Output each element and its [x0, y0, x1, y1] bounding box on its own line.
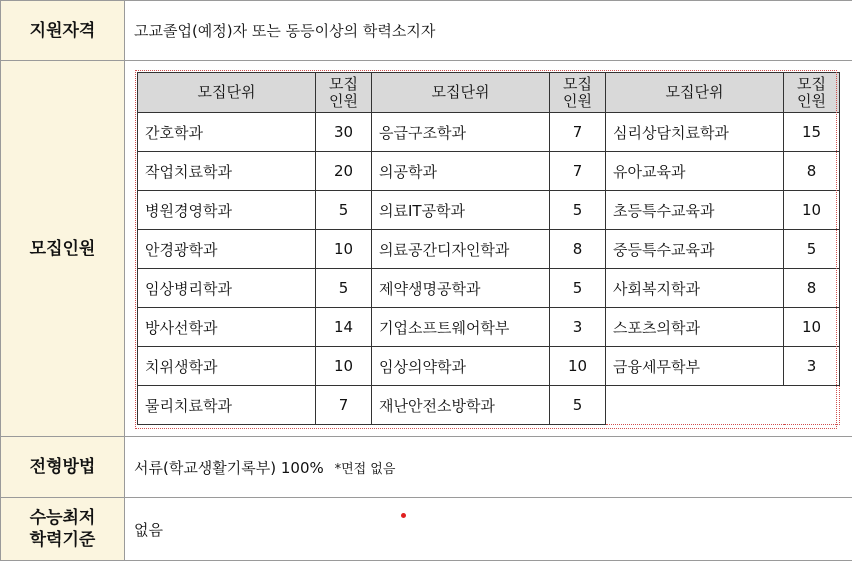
dept-count: 14	[316, 308, 372, 347]
minimum-label-cell	[1, 498, 125, 561]
dept-name: 물리치료학과	[138, 386, 316, 425]
header-count: 모집 인원	[316, 73, 372, 113]
dept-name: 방사선학과	[138, 308, 316, 347]
dept-count: 5	[316, 191, 372, 230]
eligibility-value: 고교졸업(예정)자 또는 동등이상의 학력소지자	[125, 1, 852, 61]
table-row	[138, 152, 840, 191]
dept-count: 3	[550, 308, 606, 347]
minimum-label-line2: 학력기준	[29, 530, 96, 550]
dept-count: 10	[550, 347, 606, 386]
method-value-cell	[125, 437, 852, 498]
dept-name: 의료공간디자인학과	[372, 230, 550, 269]
dept-count: 5	[316, 269, 372, 308]
dept-count: 3	[784, 347, 840, 386]
quota-table	[137, 72, 840, 425]
empty-cell	[606, 386, 840, 425]
method-label: 전형방법	[1, 437, 125, 498]
dept-count: 5	[550, 191, 606, 230]
table-row	[138, 347, 840, 386]
red-marker-dot	[401, 513, 406, 518]
header-unit: 모집단위	[606, 73, 784, 113]
eligibility-row	[1, 1, 852, 61]
method-value: 서류(학교생활기록부) 100%	[134, 458, 324, 477]
method-row	[1, 437, 852, 498]
quota-header-row	[138, 73, 840, 113]
dept-count: 10	[316, 230, 372, 269]
dept-name: 의료IT공학과	[372, 191, 550, 230]
dept-count: 8	[550, 230, 606, 269]
dept-count: 10	[784, 191, 840, 230]
dept-name: 작업치료학과	[138, 152, 316, 191]
method-note: *면접 없음	[334, 461, 396, 477]
minimum-row	[1, 498, 852, 561]
dept-count: 10	[316, 347, 372, 386]
dept-count: 7	[316, 386, 372, 425]
dept-name: 안경광학과	[138, 230, 316, 269]
table-row	[138, 269, 840, 308]
table-row	[138, 113, 840, 152]
dept-name: 의공학과	[372, 152, 550, 191]
dept-name: 심리상담치료학과	[606, 113, 784, 152]
header-count: 모집 인원	[550, 73, 606, 113]
dept-name: 간호학과	[138, 113, 316, 152]
dept-name: 임상병리학과	[138, 269, 316, 308]
table-row	[138, 386, 840, 425]
dept-count: 7	[550, 113, 606, 152]
header-count: 모집 인원	[784, 73, 840, 113]
dept-count: 7	[550, 152, 606, 191]
dept-count: 8	[784, 152, 840, 191]
dept-count: 5	[550, 269, 606, 308]
dept-name: 초등특수교육과	[606, 191, 784, 230]
header-unit: 모집단위	[372, 73, 550, 113]
table-row	[138, 230, 840, 269]
table-row	[138, 308, 840, 347]
dept-count: 10	[784, 308, 840, 347]
dept-count: 15	[784, 113, 840, 152]
header-unit: 모집단위	[138, 73, 316, 113]
dept-name: 스포츠의학과	[606, 308, 784, 347]
table-row	[138, 191, 840, 230]
minimum-value: 없음	[125, 498, 852, 561]
dept-count: 5	[784, 230, 840, 269]
dept-count: 30	[316, 113, 372, 152]
dept-name: 유아교육과	[606, 152, 784, 191]
dept-name: 사회복지학과	[606, 269, 784, 308]
dept-count: 20	[316, 152, 372, 191]
dept-count: 8	[784, 269, 840, 308]
dept-count: 5	[550, 386, 606, 425]
dept-name: 금융세무학부	[606, 347, 784, 386]
dept-name: 중등특수교육과	[606, 230, 784, 269]
dept-name: 병원경영학과	[138, 191, 316, 230]
dept-name: 재난안전소방학과	[372, 386, 550, 425]
dept-name: 치위생학과	[138, 347, 316, 386]
minimum-label-line1: 수능최저	[29, 508, 96, 528]
quota-label: 모집인원	[1, 61, 125, 437]
dept-name: 제약생명공학과	[372, 269, 550, 308]
dept-name: 응급구조학과	[372, 113, 550, 152]
dept-name: 임상의약학과	[372, 347, 550, 386]
dept-name: 기업소프트웨어학부	[372, 308, 550, 347]
eligibility-label: 지원자격	[1, 1, 125, 61]
